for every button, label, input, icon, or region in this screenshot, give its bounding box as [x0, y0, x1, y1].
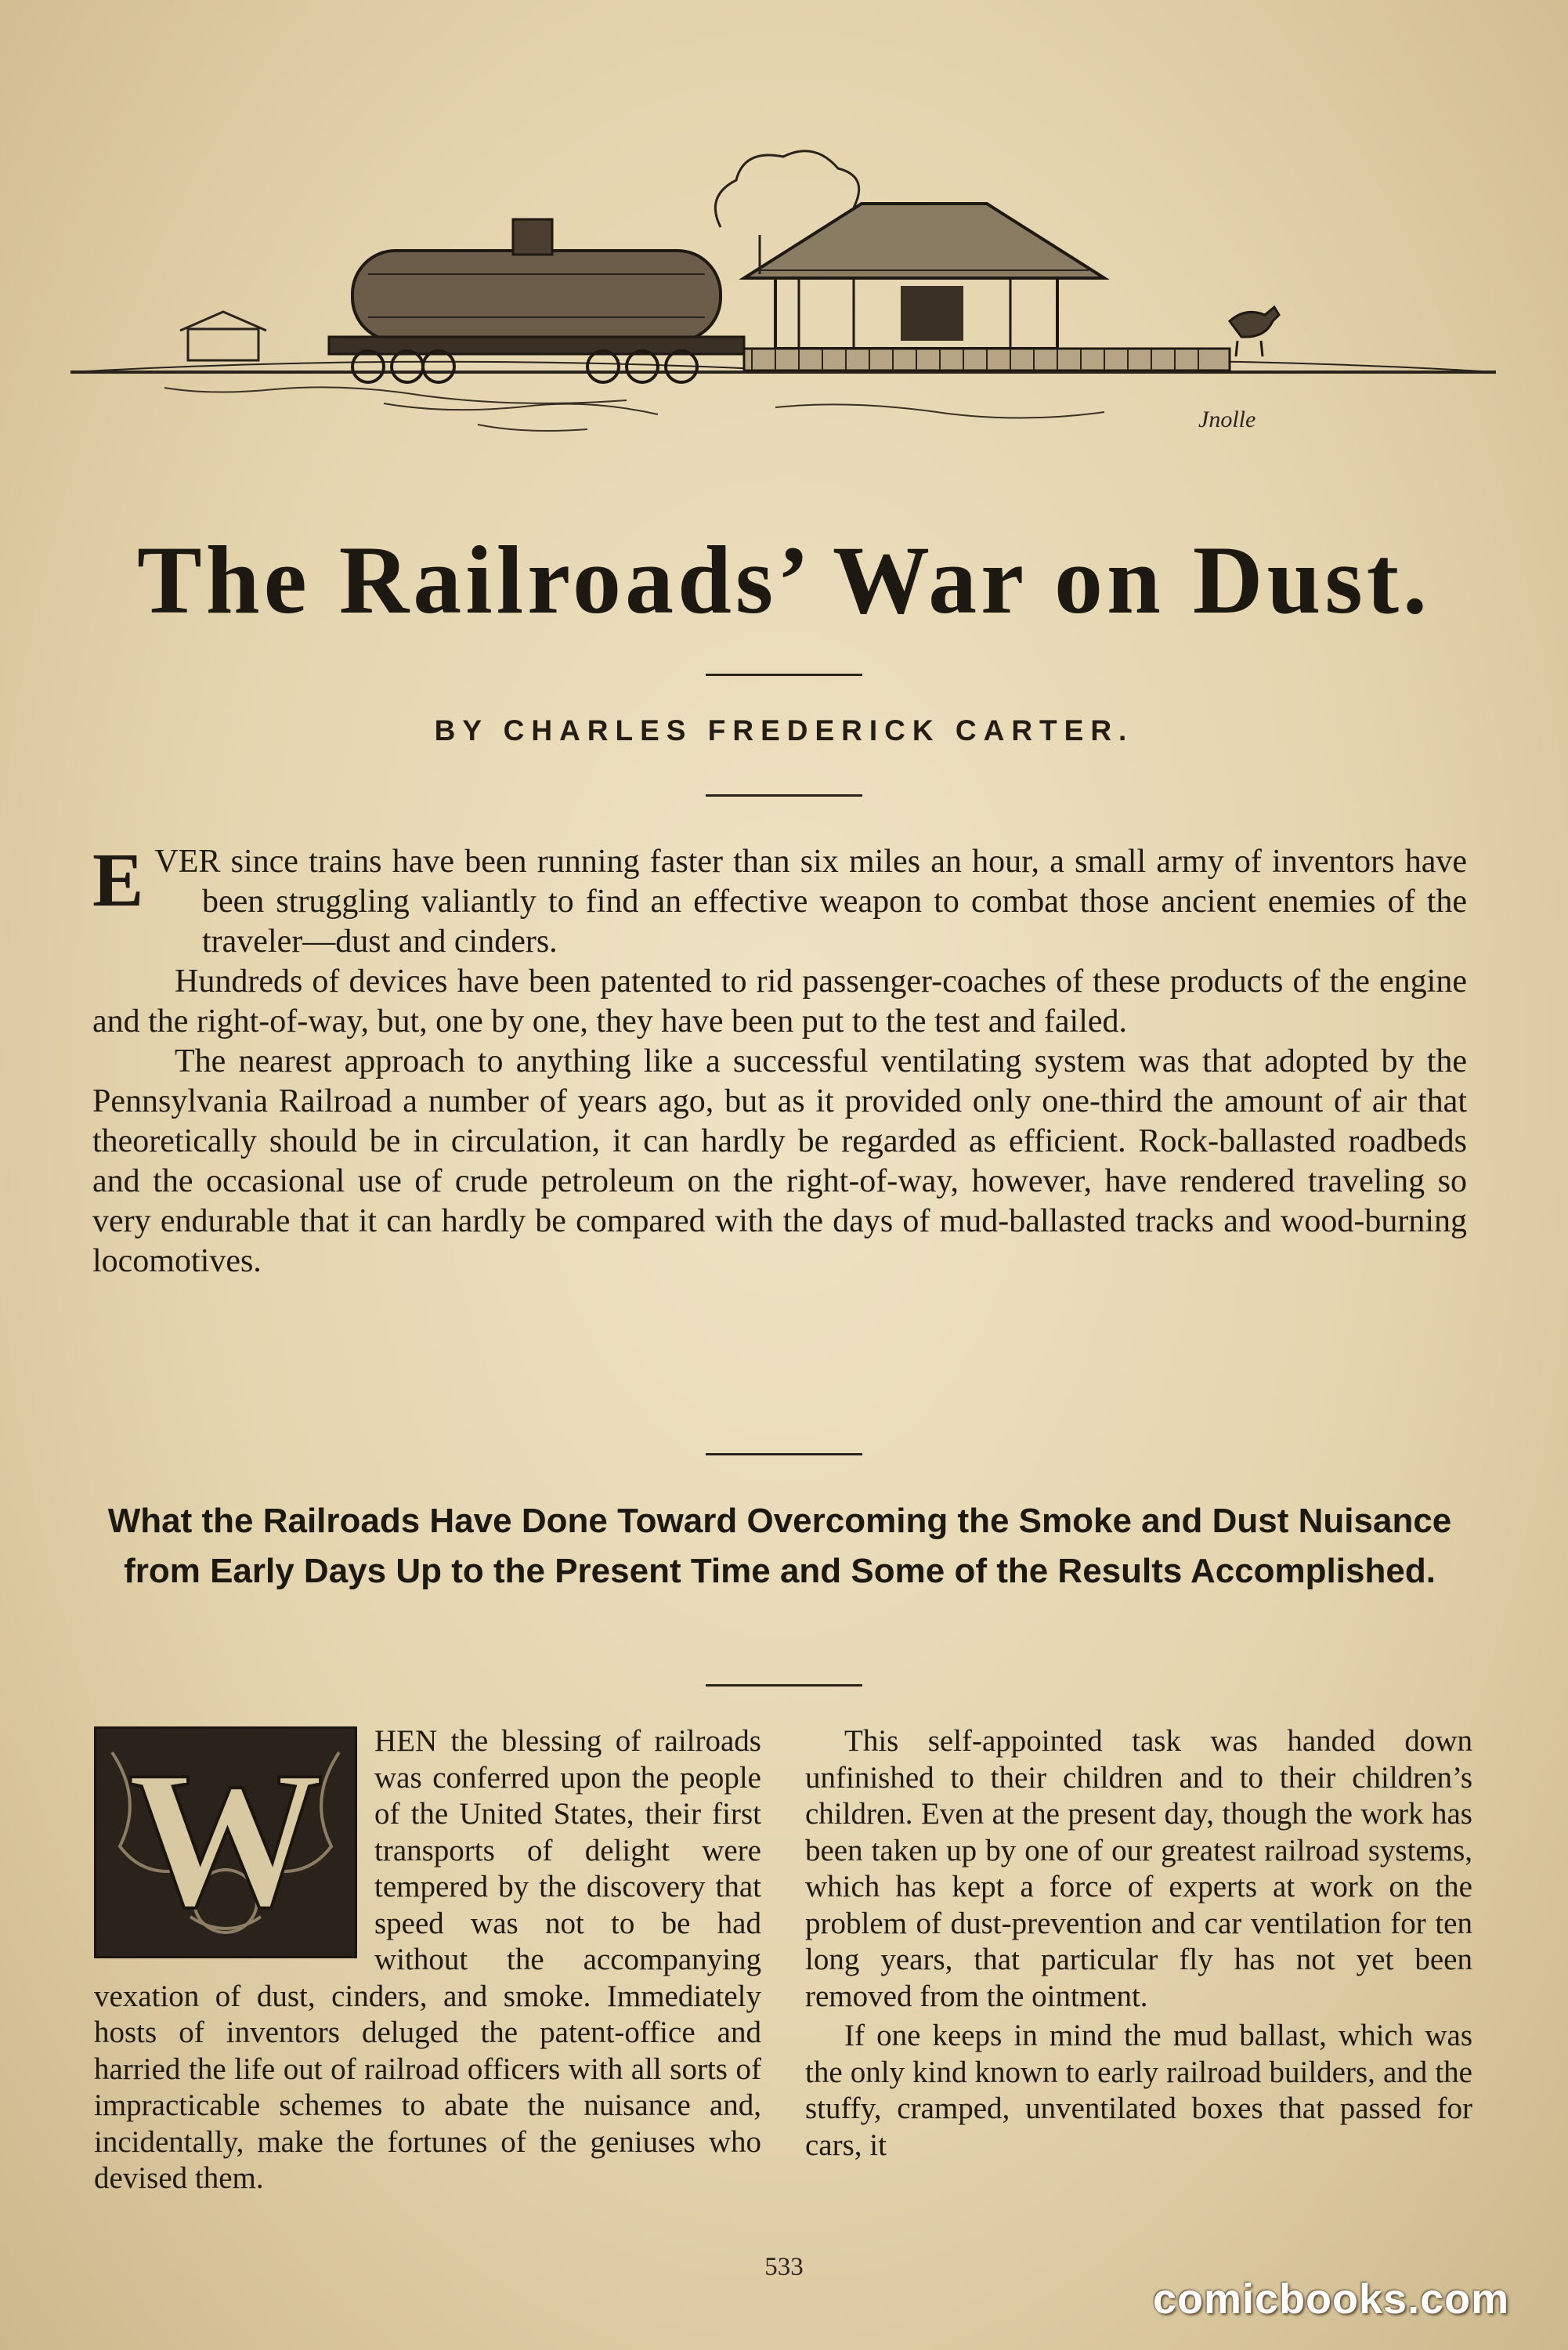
right-column [805, 1723, 1472, 2167]
intro-paragraph-1 [92, 838, 1467, 962]
intro-paragraph-3: The nearest approach to anything like a successful ventilating system was that adopted by the Pennsylvania Railroad a number of years ago, but as it provided only one-third the amount of air that theoretically should be in circulation, it can hardly be regarded as efficient. Rock-ballasted roadbeds and the occasional use of crude petroleum on the right-of-way, however, have rendered traveling so very endurable that it can hardly be compared with the days of mud-ballasted tracks and wood-burning locomotives. [92, 1043, 1467, 1279]
page-number: 533 [764, 2253, 804, 2281]
ornamental-initial-letter: W [128, 1731, 323, 1948]
intro-section [92, 838, 1467, 1282]
drop-cap-e: E [92, 838, 144, 923]
intro-paragraph-1-text: VER since trains have been running faster than six miles an hour, a small army of inventors have been struggling valiantly to find an effective weapon to combat those ancient enemies of the traveler—dust and cinders. [154, 844, 1467, 960]
intro-divider [706, 1453, 862, 1455]
right-column-paragraph-1: This self-appointed task was handed down unfinished to their children and to their children’s children. Even at the present day, though the work has been taken up by one of our greatest railroad systems, which has kept a force of experts at work on the problem of dust-prevention and car ventilation for ten long years, that particular fly has not yet been removed from the ointment. [805, 1724, 1472, 2013]
left-column-paragraph-1 [94, 1723, 761, 2197]
subheading-divider [706, 1684, 862, 1687]
byline: BY CHARLES FREDERICK CARTER. [434, 714, 1134, 747]
intro-paragraph-2: Hundreds of devices have been patented to rid passenger-coaches of these products of the engine and the right-of-way, but, one by one, they have been put to the test and failed. [92, 964, 1467, 1039]
ornamental-initial-w [94, 1726, 357, 1958]
illustration-signature: Jnolle [1198, 407, 1256, 432]
watermark: comicbooks.com [1153, 2276, 1510, 2323]
article-title: The Railroads’ War on Dust. [136, 526, 1431, 634]
subheading: What the Railroads Have Done Toward Overcoming the Smoke and Dust Nuisance from Early Days Up to the Present Time and Some of the Results Accomplished. [107, 1502, 1452, 1590]
right-column-paragraph-2: If one keeps in mind the mud ballast, which was the only kind known to early railroad builders, and the stuffy, cramped, unventilated boxes that passed for cars, it [805, 2019, 1472, 2162]
left-column-paragraph-1-text: HEN the blessing of railroads was conferred upon the people of the United States, their first transports of delight were tempered by the discovery that speed was not to be had without the accompanying vexation of dust, cinders, and smoke. Immediately hosts of inventors deluged the patent-office and harried the life out of railroad officers with all sorts of impracticable schemes to abate the nuisance and, incidentally, make the fortunes of the geniuses who devised them. [94, 1724, 761, 2195]
title-divider [706, 674, 862, 676]
left-column [94, 1723, 761, 2200]
byline-divider [706, 794, 862, 797]
railroad-station-illustration [70, 118, 1496, 462]
